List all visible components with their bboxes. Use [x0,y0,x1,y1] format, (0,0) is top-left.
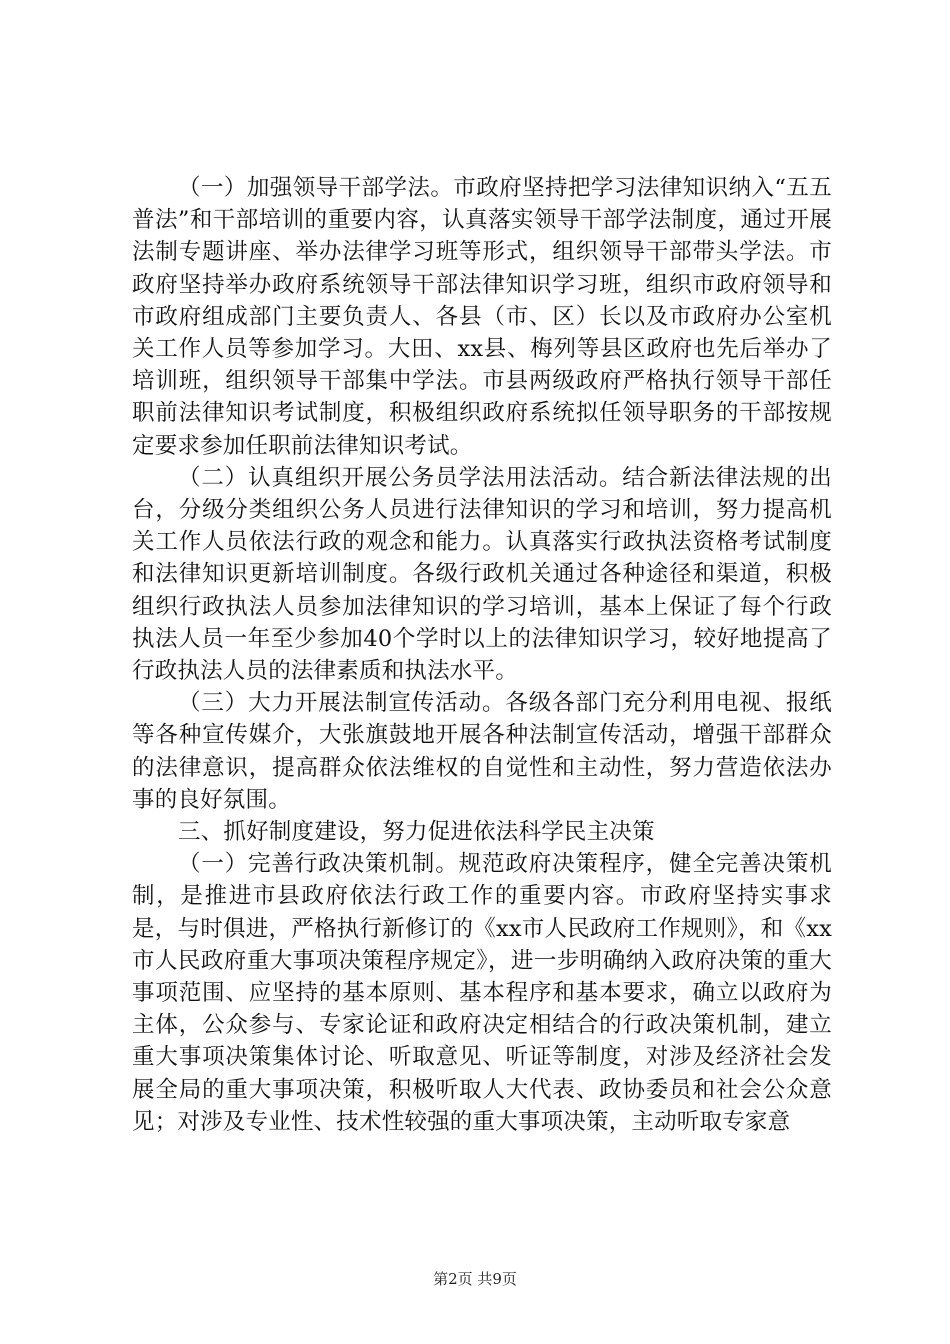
page-number: 第2页 共9页 [433,1270,517,1288]
paragraph-legal-publicity: （三）大力开展法制宣传活动。各级各部门充分利用电视、报纸等各种宣传媒介，大张旗鼓地开展各种法制宣传活动，增强干部群众的法律意识，提高群众依法维权的自觉性和主动性，努力营造依法办事的良好氛围。 [132,690,832,813]
paragraph-leader-study: （一）加强领导干部学法。市政府坚持把学习法律知识纳入“五五普法”和干部培训的重要内容，认真落实领导干部学法制度，通过开展法制专题讲座、举办法律学习班等形式，组织领导干部带头学法。市政府坚持举办政府系统领导干部法律知识学习班，组织市政府领导和市政府组成部门主要负责人、各县（市、区）长以及市政府办公室机关工作人员等参加学习。大田、xx县、梅列等县区政府也先后举办了培训班，组织领导干部集中学法。市县两级政府严格执行领导干部任职前法律知识考试制度，积极组织政府系统拟任领导职务的干部按规定要求参加任职前法律知识考试。 [132,175,832,459]
document-body [132,172,832,1138]
paragraph-civil-servant-study: （二）认真组织开展公务员学法用法活动。结合新法律法规的出台，分级分类组织公务人员进行法律知识的学习和培训，努力提高机关工作人员依法行政的观念和能力。认真落实行政执法资格考试制度和法律知识更新培训制度。各级行政机关通过各种途径和渠道，积极组织行政执法人员参加法律知识的学习培训，基本上保证了每个行政执法人员一年至少参加40个学时以上的法律知识学习，较好地提高了行政执法人员的法律素质和执法水平。 [132,464,832,685]
section-heading: 三、抓好制度建设，努力促进依法科学民主决策 [178,819,655,846]
paragraph-decision-mechanism: （一）完善行政决策机制。规范政府决策程序，健全完善决策机制，是推进市县政府依法行政工作的重要内容。市政府坚持实事求是，与时俱进，严格执行新修订的《xx市人民政府工作规则》，和《xx市人民政府重大事项决策程序规定》，进一步明确纳入政府决策的重大事项范围、应坚持的基本原则、基本程序和基本要求，确立以政府为主体，公众参与、专家论证和政府决定相结合的行政决策机制，建立重大事项决策集体讨论、听取意见、听证等制度，对涉及经济社会发展全局的重大事项决策，积极听取人大代表、政协委员和社会公众意见；对涉及专业性、技术性较强的重大事项决策，主动听取专家意 [132,851,832,1135]
